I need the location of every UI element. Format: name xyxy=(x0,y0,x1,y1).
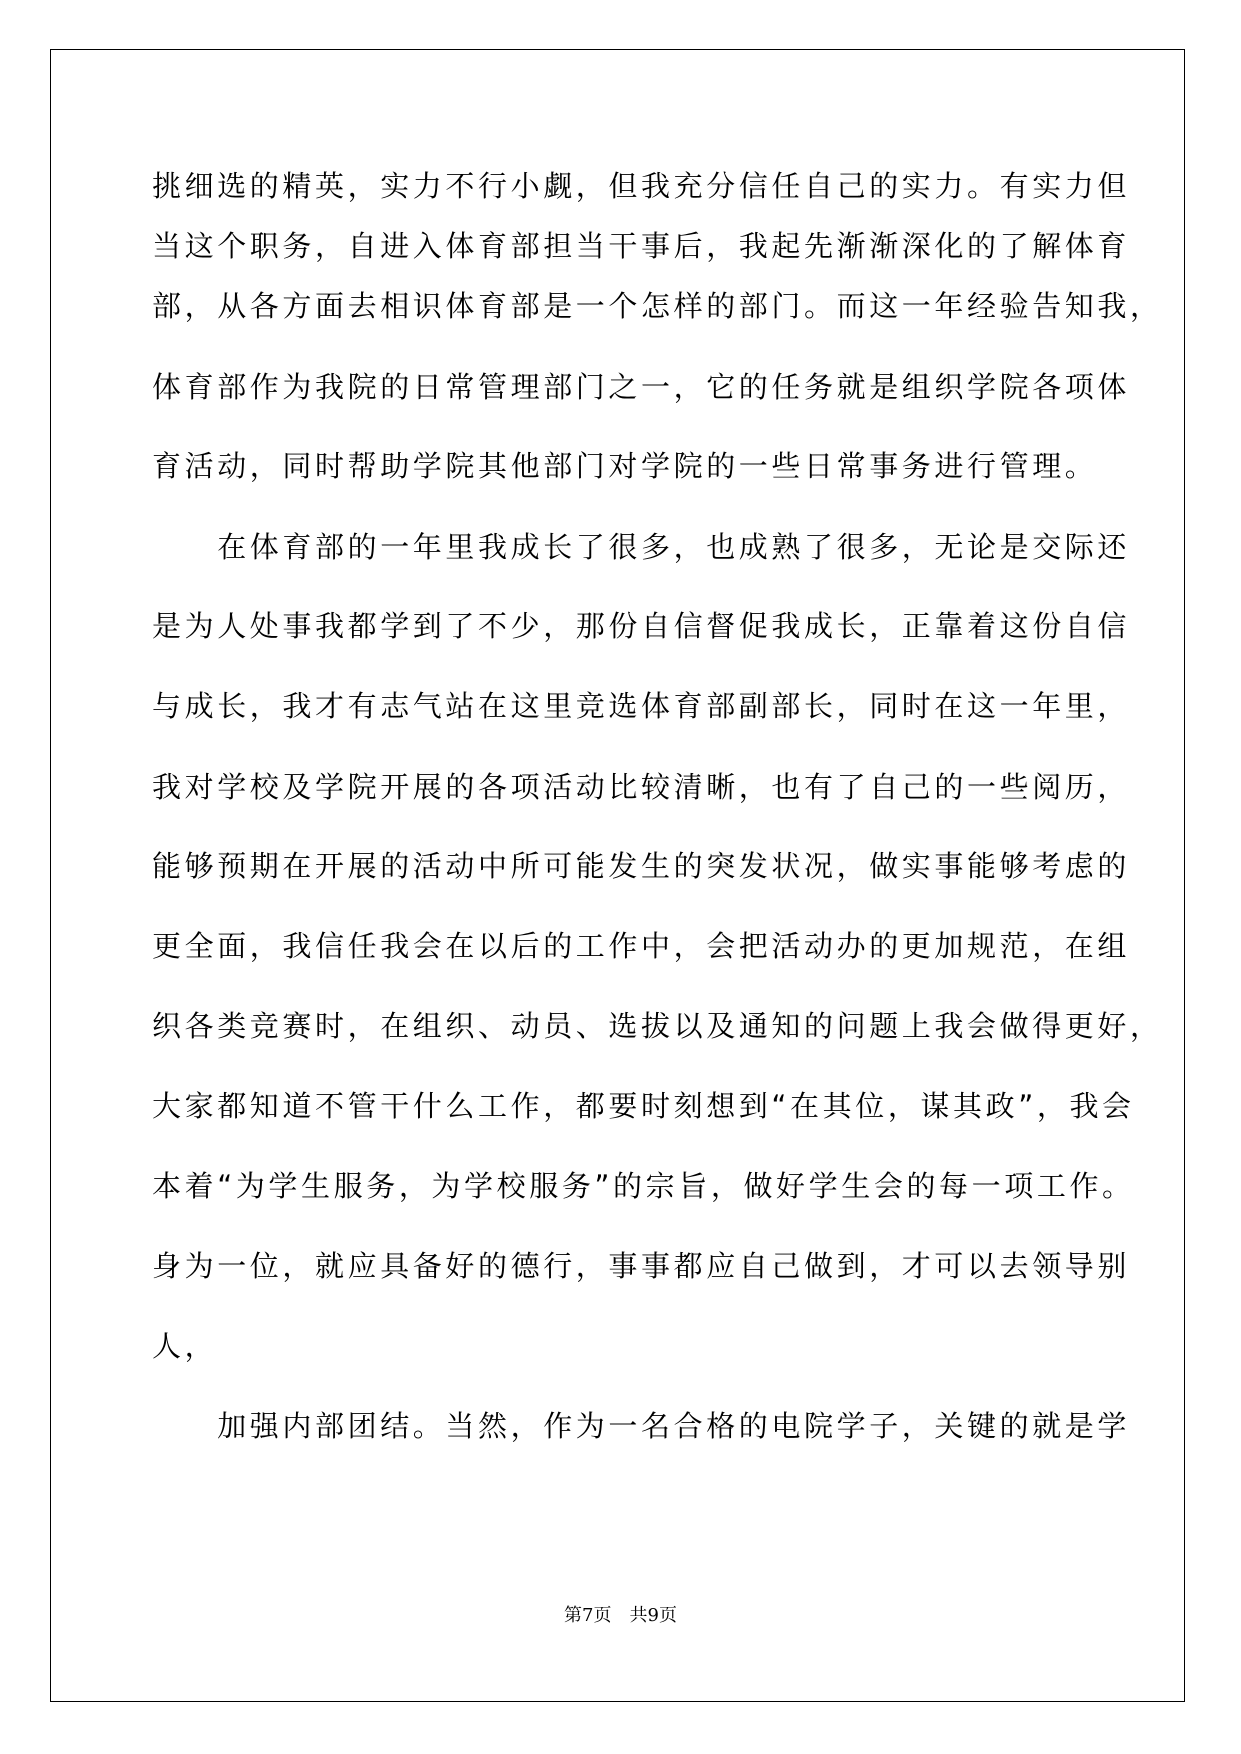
text-line: 当这个职务，自进入体育部担当干事后，我起先渐渐深化的了解体育 xyxy=(152,229,1131,263)
page-number: 第7页 共9页 xyxy=(564,1605,677,1626)
text-line: 身为一位，就应具备好的德行，事事都应自己做到，才可以去领导别 xyxy=(152,1249,1131,1283)
text-line: 更全面，我信任我会在以后的工作中，会把活动办的更加规范，在组 xyxy=(152,929,1131,963)
text-line: 是为人处事我都学到了不少，那份自信督促我成长，正靠着这份自信 xyxy=(152,609,1131,643)
text-line: 在体育部的一年里我成长了很多，也成熟了很多，无论是交际还 xyxy=(152,530,1131,564)
text-line: 织各类竞赛时，在组织、动员、选拔以及通知的问题上我会做得更好， xyxy=(152,1009,1163,1043)
text-line: 加强内部团结。当然，作为一名合格的电院学子，关键的就是学 xyxy=(152,1409,1131,1443)
text-line: 部，从各方面去相识体育部是一个怎样的部门。而这一年经验告知我， xyxy=(152,289,1163,323)
text-line: 与成长，我才有志气站在这里竞选体育部副部长，同时在这一年里， xyxy=(152,689,1131,723)
text-line: 育活动，同时帮助学院其他部门对学院的一些日常事务进行管理。 xyxy=(152,449,1098,483)
text-line: 体育部作为我院的日常管理部门之一，它的任务就是组织学院各项体 xyxy=(152,370,1131,404)
text-line: 大家都知道不管干什么工作，都要时刻想到“在其位，谋其政”，我会 xyxy=(152,1089,1135,1123)
text-line: 人， xyxy=(152,1329,218,1363)
text-line: 本着“为学生服务，为学校服务”的宗旨，做好学生会的每一项工作。 xyxy=(152,1169,1135,1203)
text-line: 我对学校及学院开展的各项活动比较清晰，也有了自己的一些阅历， xyxy=(152,770,1131,804)
text-line: 挑细选的精英，实力不行小觑，但我充分信任自己的实力。有实力但 xyxy=(152,169,1131,203)
text-line: 能够预期在开展的活动中所可能发生的突发状况，做实事能够考虑的 xyxy=(152,849,1131,883)
